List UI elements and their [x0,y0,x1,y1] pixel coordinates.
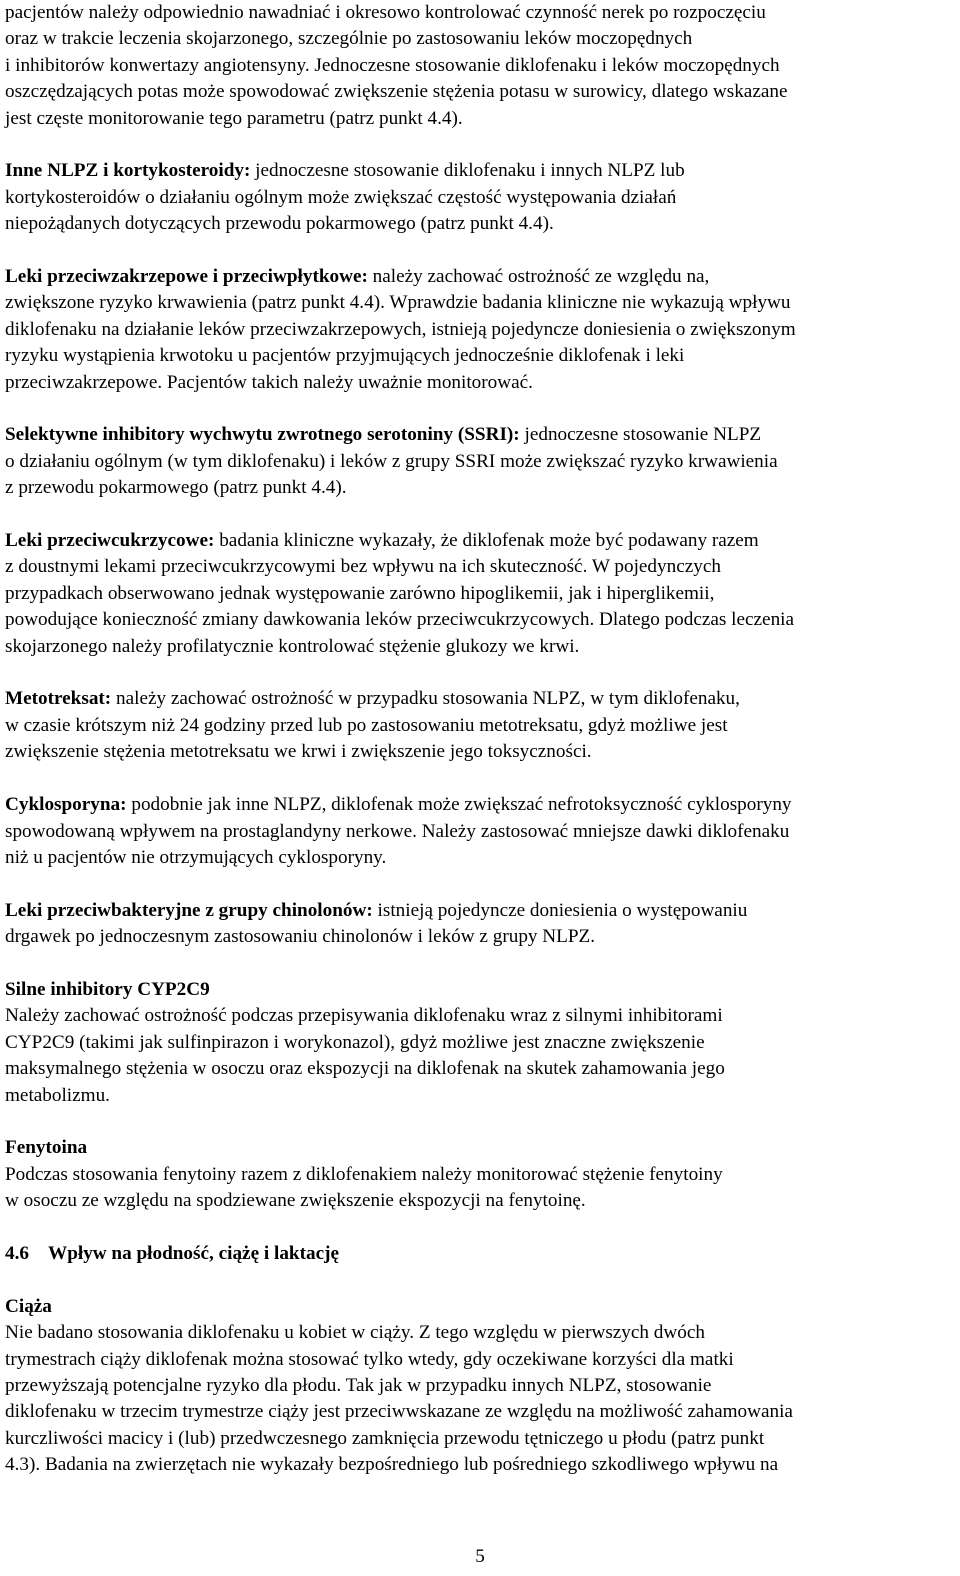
paragraph-nlpz [5,158,960,237]
paragraph-quinolones [5,898,960,951]
text-line: jest częste monitorowanie tego parametru (patrz punkt 4.4). [5,107,463,129]
text-line: z doustnymi lekami przeciwcukrzycowymi bez wpływu na ich skuteczność. W pojedynczych [5,556,721,578]
document-page [5,0,960,1479]
pregnancy-heading: Ciąża [5,1295,52,1317]
text-line: kortykosteroidów o działaniu ogólnym może zwiększać częstość występowania działań [5,186,677,208]
text-line: jednoczesne stosowanie diklofenaku i innych NLPZ lub [250,160,685,182]
paragraph-phenytoin [5,1135,960,1214]
page-number: 5 [475,1546,485,1567]
text-line: niż u pacjentów nie otrzymujących cyklosporyny. [5,846,387,868]
text-line: CYP2C9 (takimi jak sulfinpirazon i worykonazol), gdyż możliwe jest znaczne zwiększenie [5,1031,705,1053]
quinolones-heading: Leki przeciwbakteryjne z grupy chinolonów: [5,899,373,921]
text-line: przeciwzakrzepowe. Pacjentów takich należy uważnie monitorować. [5,371,533,393]
paragraph-cyp2c9 [5,977,960,1109]
paragraph-methotrexate [5,686,960,765]
text-line: pacjentów należy odpowiednio nawadniać i okresowo kontrolować czynność nerek po rozpoczęciu [5,2,766,23]
text-line: w osoczu ze względu na spodziewane zwiększenie ekspozycji na fenytoinę. [5,1190,586,1212]
text-line: Należy zachować ostrożność podczas przepisywania diklofenaku wraz z silnymi inhibitorami [5,1005,723,1027]
paragraph-anticoagulants [5,264,960,396]
text-line: trymestrach ciąży diklofenak można stosować tylko wtedy, gdy oczekiwane korzyści dla matki [5,1348,734,1370]
text-line: skojarzonego należy profilatycznie kontrolować stężenie glukozy we krwi. [5,635,580,657]
text-line: przewyższają potencjalne ryzyko dla płodu. Tak jak w przypadku innych NLPZ, stosowanie [5,1374,712,1396]
text-line: metabolizmu. [5,1084,110,1106]
text-line: zwiększone ryzyko krwawienia (patrz punkt 4.4). Wprawdzie badania kliniczne nie wykazują wpływu [5,292,791,314]
text-line: maksymalnego stężenia w osoczu oraz ekspozycji na diklofenak na skutek zahamowania jego [5,1058,725,1080]
section-title-text: Wpływ na płodność, ciążę i laktację [48,1242,340,1264]
text-line: niepożądanych dotyczących przewodu pokarmowego (patrz punkt 4.4). [5,213,554,235]
paragraph-ssri [5,422,960,501]
phenytoin-heading: Fenytoina [5,1137,88,1159]
text-line: zwiększenie stężenia metotreksatu we krwi i zwiększenie jego toksyczności. [5,741,592,763]
ssri-heading: Selektywne inhibitory wychwytu zwrotnego serotoniny (SSRI): [5,424,520,446]
antidiabetic-heading: Leki przeciwcukrzycowe: [5,530,215,552]
paragraph-pregnancy [5,1294,960,1479]
text-line: spowodowaną wpływem na prostaglandyny nerkowe. Należy zastosować mniejsze dawki diklofenaku [5,820,790,842]
paragraph-diuretics [5,0,960,132]
paragraph-antidiabetic [5,528,960,660]
text-line: jednoczesne stosowanie NLPZ [519,424,762,446]
text-line: przypadkach obserwowano jednak występowanie zarówno hipoglikemii, jak i hiperglikemii, [5,582,715,604]
paragraph-cyclosporine [5,792,960,871]
text-line: z przewodu pokarmowego (patrz punkt 4.4). [5,477,347,499]
text-line: Podczas stosowania fenytoiny razem z diklofenakiem należy monitorować stężenie fenytoiny [5,1163,723,1185]
nlpz-heading: Inne NLPZ i kortykosteroidy: [5,160,251,182]
text-line: należy zachować ostrożność w przypadku stosowania NLPZ, w tym diklofenaku, [111,688,740,710]
text-line: o działaniu ogólnym (w tym diklofenaku) i leków z grupy SSRI może zwiększać ryzyko krwawienia [5,450,778,472]
section-number: 4.6 [5,1242,29,1264]
cyclosporine-heading: Cyklosporyna: [5,794,127,816]
text-line: i inhibitorów konwertazy angiotensyny. Jednoczesne stosowanie diklofenaku i leków moczopędnych [5,54,780,76]
text-line: ryzyku wystąpienia krwotoku u pacjentów przyjmujących jednocześnie diklofenak i leki [5,345,685,367]
text-line: oszczędzających potas może spowodować zwiększenie stężenia potasu w surowicy, dlatego wskazane [5,81,788,103]
text-line: oraz w trakcie leczenia skojarzonego, szczególnie po zastosowaniu leków moczopędnych [5,28,693,50]
anticoagulants-heading: Leki przeciwzakrzepowe i przeciwpłytkowe: [5,266,368,288]
text-line: Nie badano stosowania diklofenaku u kobiet w ciąży. Z tego względu w pierwszych dwóch [5,1322,705,1344]
text-line: kurczliwości macicy i (lub) przedwczesnego zamknięcia przewodu tętniczego u płodu (patrz punkt [5,1427,765,1449]
text-line: diklofenaku w trzecim trymestrze ciąży jest przeciwwskazane ze względu na możliwość zahamowania [5,1401,793,1423]
section-4-6-title [5,1241,960,1267]
text-line: istnieją pojedyncze doniesienia o występowaniu [372,899,748,921]
text-line: należy zachować ostrożność ze względu na, [367,266,710,288]
text-line: badania kliniczne wykazały, że diklofenak może być podawany razem [214,530,759,552]
text-line: 4.3). Badania na zwierzętach nie wykazały bezpośredniego lub pośredniego szkodliwego wpływu na [5,1454,779,1476]
text-line: diklofenaku na działanie leków przeciwzakrzepowych, istnieją pojedyncze doniesienia o zwiększonym [5,318,796,340]
text-line: drgawek po jednoczesnym zastosowaniu chinolonów i leków z grupy NLPZ. [5,926,596,948]
methotrexate-heading: Metotreksat: [5,688,112,710]
text-line: podobnie jak inne NLPZ, diklofenak może zwiększać nefrotoksyczność cyklosporyny [126,794,792,816]
text-line: powodujące konieczność zmiany dawkowania leków przeciwcukrzycowych. Dlatego podczas leczenia [5,609,795,631]
text-line: w czasie krótszym niż 24 godziny przed lub po zastosowaniu metotreksatu, gdyż możliwe jest [5,714,728,736]
cyp2c9-heading: Silne inhibitory CYP2C9 [5,978,210,1000]
